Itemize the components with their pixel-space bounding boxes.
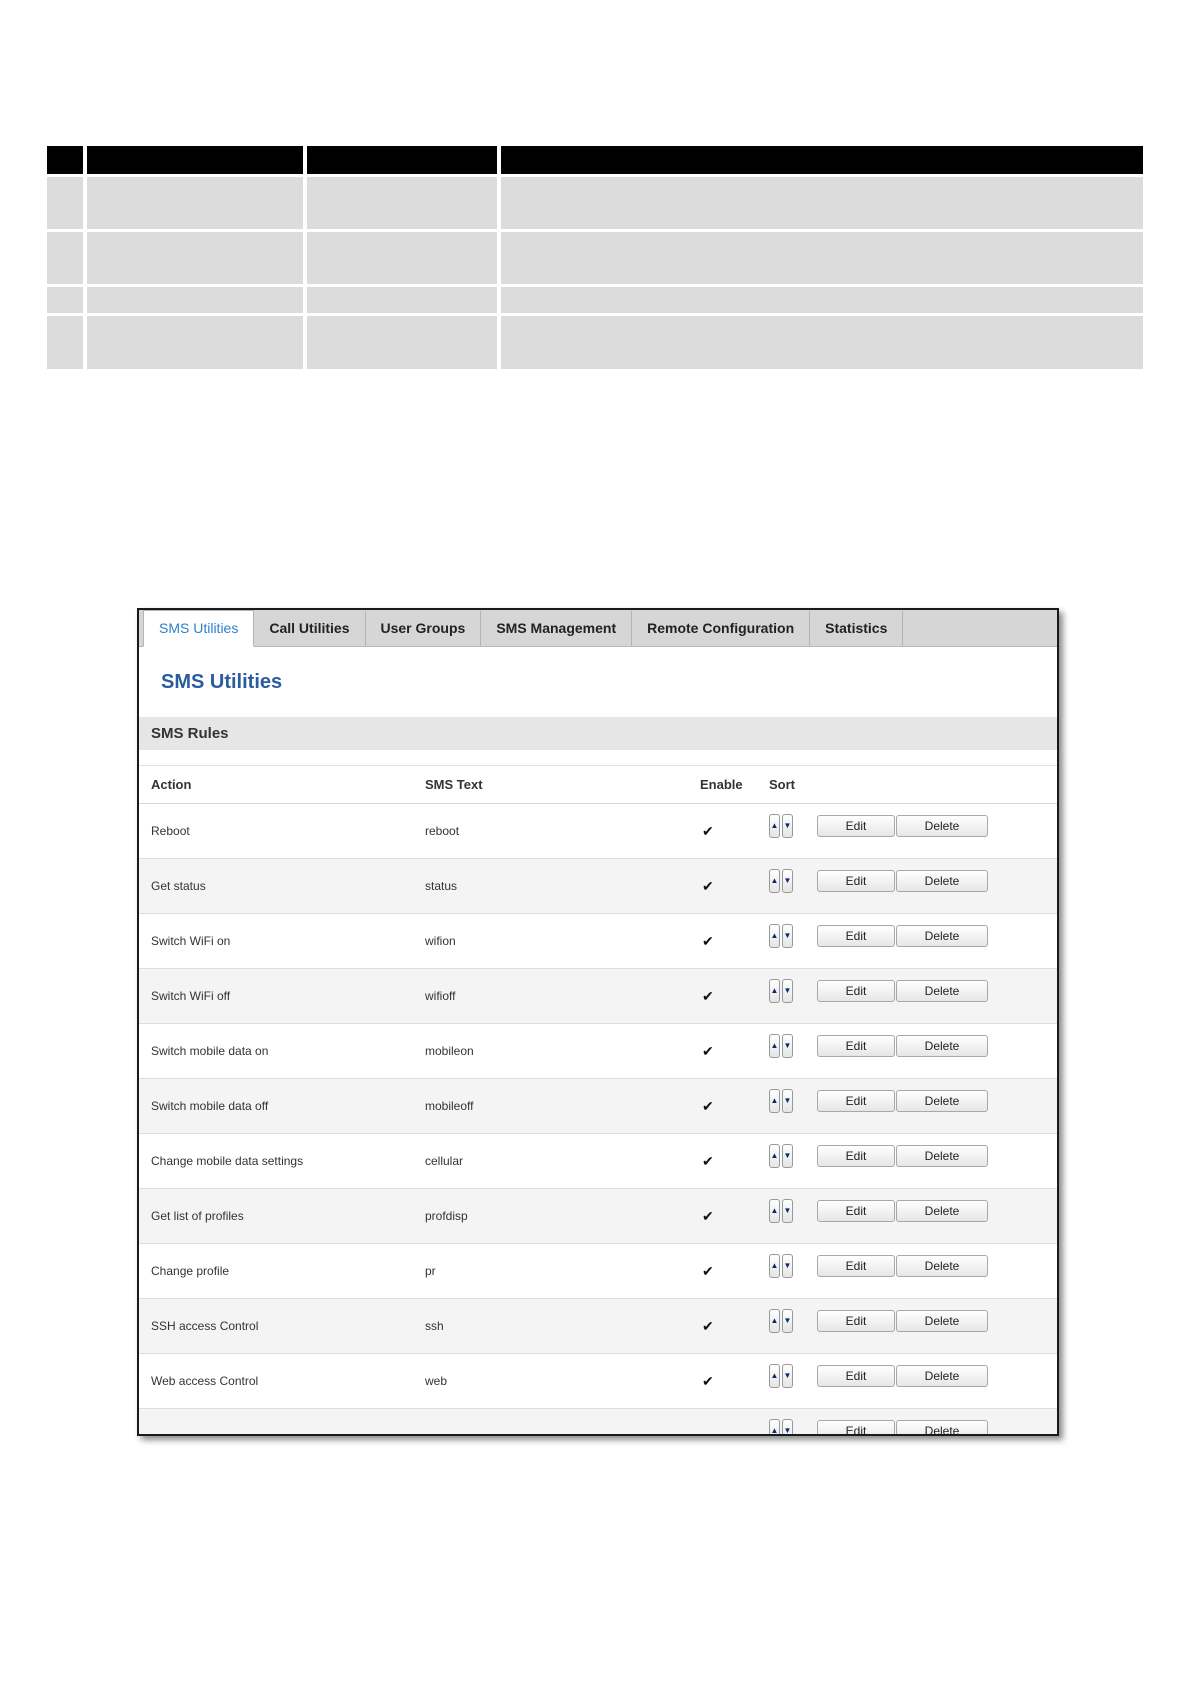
table-cell — [307, 287, 497, 313]
sort-up-icon[interactable]: ▲ — [769, 869, 780, 893]
table-row — [139, 1244, 1057, 1299]
table-cell — [307, 232, 497, 284]
rule-sms-text: cellular — [425, 1154, 464, 1168]
sort-cell — [769, 1314, 817, 1338]
rule-action: Reboot — [151, 824, 190, 838]
enable-cell — [700, 1263, 769, 1280]
table-cell — [501, 177, 1143, 229]
enabled-check-icon[interactable]: ✔ — [702, 877, 714, 894]
sort-down-icon[interactable]: ▼ — [782, 1254, 793, 1278]
rule-action: Get list of profiles — [151, 1209, 244, 1223]
table-row — [139, 1409, 1057, 1436]
rule-sms-text: mobileon — [425, 1044, 474, 1058]
sort-down-icon[interactable]: ▼ — [782, 1309, 793, 1333]
document-table-header — [47, 146, 1143, 174]
row-buttons — [817, 1095, 1057, 1117]
table-cell — [87, 287, 303, 313]
table-cell — [87, 232, 303, 284]
enable-cell — [700, 1043, 769, 1060]
enabled-check-icon[interactable]: ✔ — [702, 932, 714, 949]
sort-cell — [769, 929, 817, 953]
enabled-check-icon[interactable]: ✔ — [702, 1262, 714, 1279]
rule-sms-text: wifion — [425, 934, 456, 948]
delete-button[interactable]: Delete — [896, 1035, 988, 1057]
edit-button[interactable]: Edit — [817, 1365, 895, 1387]
enable-cell — [700, 1318, 769, 1335]
sort-cell — [769, 819, 817, 843]
sort-up-icon[interactable]: ▲ — [769, 1364, 780, 1388]
row-buttons — [817, 1040, 1057, 1062]
table-row — [139, 1189, 1057, 1244]
table-row — [139, 914, 1057, 969]
rule-sms-text: status — [425, 879, 458, 893]
row-buttons — [817, 930, 1057, 952]
sort-up-icon[interactable]: ▲ — [769, 1034, 780, 1058]
enabled-check-icon[interactable]: ✔ — [702, 1372, 714, 1389]
table-cell — [47, 232, 83, 284]
edit-button[interactable]: Edit — [817, 1310, 895, 1332]
rule-sms-text: mobileoff — [425, 1099, 474, 1113]
edit-button[interactable]: Edit — [817, 1255, 895, 1277]
rule-action: Switch mobile data on — [151, 1044, 269, 1058]
rule-action: Switch WiFi off — [151, 989, 231, 1003]
row-buttons — [817, 985, 1057, 1007]
document-table-row — [47, 232, 1143, 284]
table-cell — [47, 287, 83, 313]
enabled-check-icon[interactable]: ✔ — [702, 987, 714, 1004]
table-cell — [501, 287, 1143, 313]
delete-button[interactable]: Delete — [896, 980, 988, 1002]
sort-cell — [769, 1424, 817, 1436]
tab-remote-configuration[interactable]: Remote Configuration — [632, 611, 810, 646]
table-row — [139, 1079, 1057, 1134]
enable-cell — [700, 988, 769, 1005]
row-buttons — [817, 1315, 1057, 1337]
delete-button[interactable]: Delete — [896, 1090, 988, 1112]
rule-sms-text: wifioff — [425, 989, 456, 1003]
sort-up-icon[interactable]: ▲ — [769, 1144, 780, 1168]
edit-button[interactable]: Edit — [817, 980, 895, 1002]
row-buttons — [817, 820, 1057, 842]
delete-button[interactable]: Delete — [896, 1310, 988, 1332]
column-header-enable: Enable — [700, 777, 743, 792]
header-cell — [501, 146, 1143, 174]
table-cell — [87, 316, 303, 369]
table-cell — [87, 177, 303, 229]
sort-up-icon[interactable]: ▲ — [769, 979, 780, 1003]
row-buttons — [817, 1150, 1057, 1172]
enable-cell — [700, 1153, 769, 1170]
delete-button[interactable]: Delete — [896, 1365, 988, 1387]
sort-cell — [769, 1204, 817, 1228]
sort-down-icon[interactable]: ▼ — [782, 1034, 793, 1058]
enable-cell — [700, 1373, 769, 1390]
document-table-row — [47, 316, 1143, 369]
rule-action: Switch WiFi on — [151, 934, 231, 948]
table-header — [139, 766, 1057, 804]
sort-up-icon[interactable]: ▲ — [769, 924, 780, 948]
edit-button[interactable]: Edit — [817, 1420, 895, 1436]
sort-up-icon[interactable]: ▲ — [769, 814, 780, 838]
rule-action: Change profile — [151, 1264, 230, 1278]
table-body — [139, 804, 1057, 1436]
edit-button[interactable]: Edit — [817, 1200, 895, 1222]
edit-button[interactable]: Edit — [817, 815, 895, 837]
rule-action: Web access Control — [151, 1374, 259, 1388]
tab-call-utilities[interactable]: Call Utilities — [254, 611, 365, 646]
table-row — [139, 1354, 1057, 1409]
sort-down-icon[interactable]: ▼ — [782, 924, 793, 948]
rule-sms-text: profdisp — [425, 1209, 468, 1223]
section-title: SMS Rules — [139, 717, 1057, 750]
sort-down-icon[interactable]: ▼ — [782, 1364, 793, 1388]
enabled-check-icon[interactable]: ✔ — [702, 1207, 714, 1224]
edit-button[interactable]: Edit — [817, 870, 895, 892]
sort-cell — [769, 1369, 817, 1393]
table-cell — [307, 316, 497, 369]
enable-cell — [700, 1208, 769, 1225]
rule-sms-text: ssh — [425, 1319, 444, 1333]
sort-up-icon[interactable]: ▲ — [769, 1089, 780, 1113]
delete-button[interactable]: Delete — [896, 1255, 988, 1277]
sort-down-icon[interactable]: ▼ — [782, 979, 793, 1003]
tab-user-groups[interactable]: User Groups — [366, 611, 482, 646]
sort-up-icon[interactable]: ▲ — [769, 1419, 780, 1436]
table-row — [139, 1299, 1057, 1354]
sort-down-icon[interactable]: ▼ — [782, 869, 793, 893]
sort-cell — [769, 1259, 817, 1283]
sort-up-icon[interactable]: ▲ — [769, 1254, 780, 1278]
rule-sms-text: web — [425, 1374, 448, 1388]
edit-button[interactable]: Edit — [817, 1090, 895, 1112]
rule-action: Get status — [151, 879, 206, 893]
table-cell — [47, 316, 83, 369]
row-buttons — [817, 1370, 1057, 1392]
rule-action: SSH access Control — [151, 1319, 259, 1333]
enabled-check-icon[interactable]: ✔ — [702, 1097, 714, 1114]
row-buttons — [817, 1260, 1057, 1282]
enable-cell — [700, 1098, 769, 1115]
enable-cell — [700, 933, 769, 950]
sort-cell — [769, 984, 817, 1008]
enable-cell — [700, 878, 769, 895]
document-table-row — [47, 287, 1143, 313]
sort-cell — [769, 1039, 817, 1063]
edit-button[interactable]: Edit — [817, 1035, 895, 1057]
sort-down-icon[interactable]: ▼ — [782, 814, 793, 838]
delete-button[interactable]: Delete — [896, 1145, 988, 1167]
sort-cell — [769, 1094, 817, 1118]
sort-down-icon[interactable]: ▼ — [782, 1419, 793, 1436]
rule-action: Change mobile data settings — [151, 1154, 304, 1168]
row-buttons — [817, 1425, 1057, 1436]
enabled-check-icon[interactable]: ✔ — [702, 822, 714, 839]
column-header-sms-text: SMS Text — [425, 777, 483, 792]
edit-button[interactable]: Edit — [817, 1145, 895, 1167]
table-row — [139, 1024, 1057, 1079]
table-cell — [307, 177, 497, 229]
rule-sms-text: reboot — [425, 824, 460, 838]
column-header-action: Action — [151, 777, 192, 792]
table-row — [139, 804, 1057, 859]
table-row — [139, 859, 1057, 914]
header-cell — [307, 146, 497, 174]
row-buttons — [817, 1205, 1057, 1227]
table-cell — [501, 232, 1143, 284]
enabled-check-icon[interactable]: ✔ — [702, 1042, 714, 1059]
enabled-check-icon[interactable]: ✔ — [702, 1317, 714, 1334]
tab-bar — [139, 610, 1057, 647]
enable-cell — [700, 823, 769, 840]
page-title: SMS Utilities — [161, 671, 283, 693]
tab-sms-management[interactable]: SMS Management — [481, 611, 632, 646]
delete-button[interactable]: Delete — [896, 815, 988, 837]
edit-button[interactable]: Edit — [817, 925, 895, 947]
sort-up-icon[interactable]: ▲ — [769, 1199, 780, 1223]
document-table-row — [47, 177, 1143, 229]
table-row — [139, 1134, 1057, 1189]
header-cell — [87, 146, 303, 174]
delete-button[interactable]: Delete — [896, 1420, 988, 1436]
table-cell — [501, 316, 1143, 369]
header-cell — [47, 146, 83, 174]
document-table — [47, 146, 1143, 369]
tab-sms-utilities[interactable]: SMS Utilities — [143, 610, 254, 647]
delete-button[interactable]: Delete — [896, 925, 988, 947]
delete-button[interactable]: Delete — [896, 870, 988, 892]
enabled-check-icon[interactable] — [700, 1428, 702, 1436]
column-header-sort: Sort — [769, 777, 795, 792]
sort-down-icon[interactable]: ▼ — [782, 1144, 793, 1168]
sort-cell — [769, 874, 817, 898]
enabled-check-icon[interactable]: ✔ — [702, 1152, 714, 1169]
delete-button[interactable]: Delete — [896, 1200, 988, 1222]
screenshot-frame — [137, 608, 1059, 1436]
sort-down-icon[interactable]: ▼ — [782, 1089, 793, 1113]
sms-rules-table — [139, 765, 1057, 1436]
rule-action: Switch mobile data off — [151, 1099, 269, 1113]
sort-cell — [769, 1149, 817, 1173]
table-row — [139, 969, 1057, 1024]
row-buttons — [817, 875, 1057, 897]
enable-cell — [700, 1428, 769, 1436]
sort-up-icon[interactable]: ▲ — [769, 1309, 780, 1333]
rule-sms-text: pr — [425, 1264, 436, 1278]
tab-statistics[interactable]: Statistics — [810, 611, 903, 646]
sort-down-icon[interactable]: ▼ — [782, 1199, 793, 1223]
table-cell — [47, 177, 83, 229]
